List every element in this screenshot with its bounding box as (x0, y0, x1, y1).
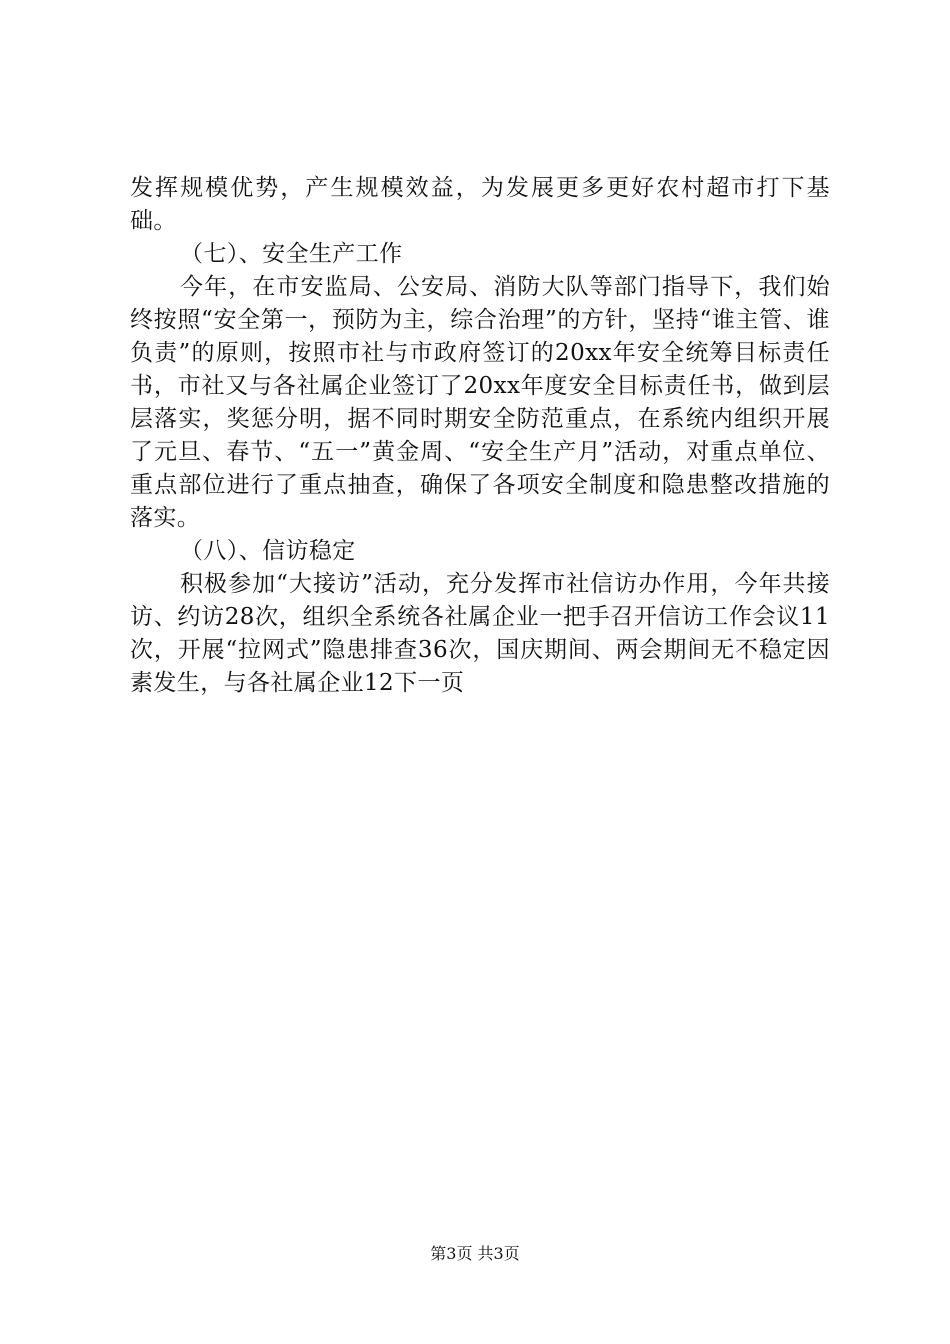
paragraph-safety: 今年，在市安监局、公安局、消防大队等部门指导下，我们始终按照“安全第一，预防为主，综合治理”的方针，坚持“谁主管、谁负责”的原则，按照市社与市政府签订的20xx年安全统筹目标责任书，市社又与各社属企业签订了20xx年度安全目标责任书，做到层层落实，奖惩分明，据不同时期安全防范重点，在系统内组织开展了元旦、春节、“五一”黄金周、“安全生产月”活动，对重点单位、重点部位进行了重点抽查，确保了各项安全制度和隐患整改措施的落实。 (130, 274, 830, 531)
document-body (130, 172, 830, 700)
page-footer (0, 1244, 950, 1264)
paragraph-continuation: 发挥规模优势，产生规模效益，为发展更多更好农村超市打下基础。 (130, 175, 830, 234)
paragraph-petitions: 积极参加“大接访”活动，充分发挥市社信访办作用，今年共接访、约访28次，组织全系统各社属企业一把手召开信访工作会议11次，开展“拉网式”隐患排查36次，国庆期间、两会期间无不稳定因素发生，与各社属企业12下一页 (130, 571, 830, 696)
section-heading-safety: （七）、安全生产工作 (180, 241, 403, 267)
page-number-label: 第3页 共3页 (430, 1244, 520, 1263)
section-heading-petitions: （八）、信访稳定 (180, 538, 356, 564)
